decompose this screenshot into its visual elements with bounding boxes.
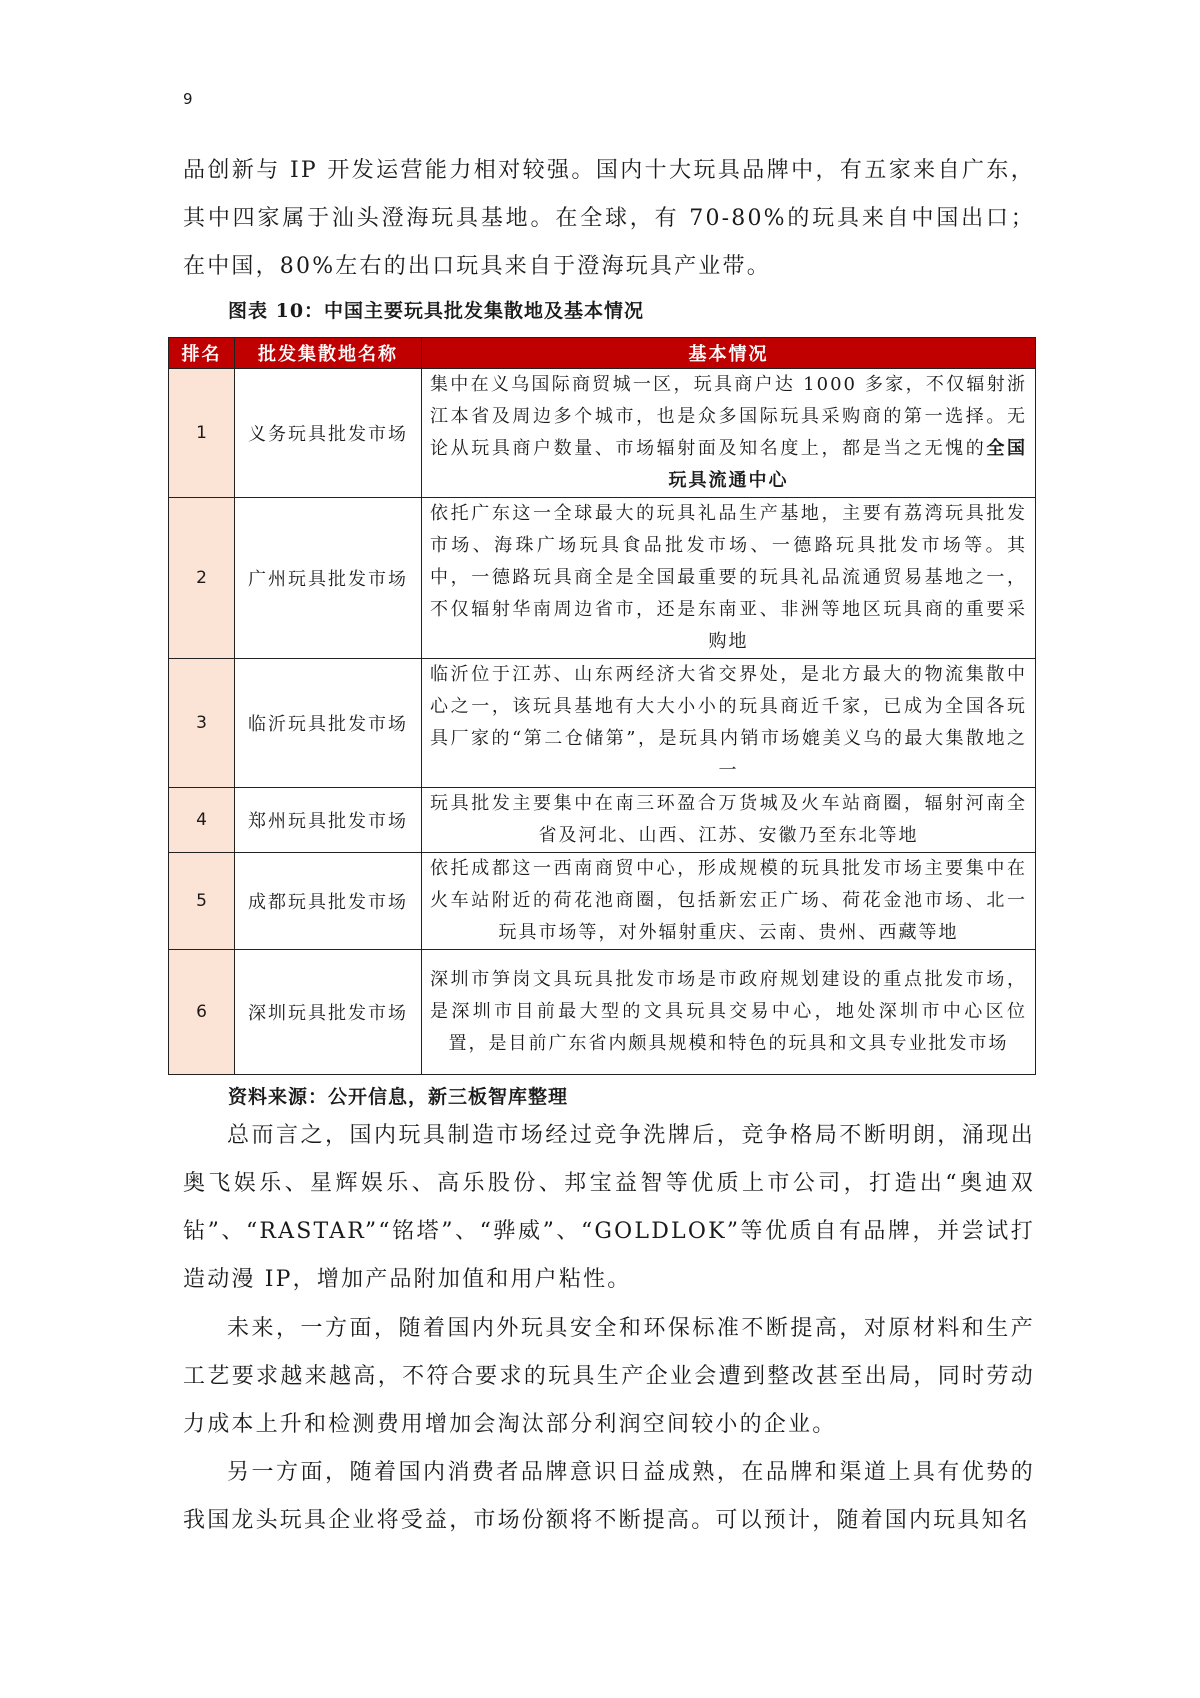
description-cell: 依托成都这一西南商贸中心，形成规模的玩具批发市场主要集中在火车站附近的荷花池商圈，包括新宏正广场、荷花金池市场、北一玩具市场等，对外辐射重庆、云南、贵州、西藏等地 [422, 853, 1036, 950]
rank-cell: 3 [169, 659, 235, 788]
header-rank: 排名 [169, 338, 235, 369]
rank-cell: 4 [169, 788, 235, 853]
intro-paragraph: 品创新与 IP 开发运营能力相对较强。国内十大玩具品牌中，有五家来自广东，其中四家属于汕头澄海玩具基地。在全球，有 70-80%的玩具来自中国出口；在中国，80%左右的出口玩具来自于澄海玩具产业带。 [183, 158, 1035, 279]
source-note: 资料来源：公开信息，新三板智库整理 [228, 1086, 569, 1108]
market-name-cell: 成都玩具批发市场 [235, 853, 422, 950]
rank-cell: 5 [169, 853, 235, 950]
description-highlight: 全国玩具流通中心 [668, 438, 1027, 491]
body-paragraph: 未来，一方面，随着国内外玩具安全和环保标准不断提高，对原材料和生产工艺要求越来越高，不符合要求的玩具生产企业会遭到整改甚至出局，同时劳动力成本上升和检测费用增加会淘汰部分利润空间较小的企业。 [183, 1316, 1035, 1437]
body-paragraph: 另一方面，随着国内消费者品牌意识日益成熟，在品牌和渠道上具有优势的我国龙头玩具企业将受益，市场份额将不断提高。可以预计，随着国内玩具知名 [183, 1460, 1035, 1533]
description-cell: 依托广东这一全球最大的玩具礼品生产基地，主要有荔湾玩具批发市场、海珠广场玩具食品批发市场、一德路玩具批发市场等。其中，一德路玩具商全是全国最重要的玩具礼品流通贸易基地之一，不仅辐射华南周边省市，还是东南亚、非洲等地区玩具商的重要采购地 [422, 498, 1036, 659]
table-row [169, 369, 1036, 498]
rank-cell: 2 [169, 498, 235, 659]
description-cell: 深圳市笋岗文具玩具批发市场是市政府规划建设的重点批发市场，是深圳市目前最大型的文具玩具交易中心，地处深圳市中心区位置，是目前广东省内颇具规模和特色的玩具和文具专业批发市场 [422, 950, 1036, 1075]
table-row [169, 853, 1036, 950]
header-market-name: 批发集散地名称 [235, 338, 422, 369]
table-row [169, 950, 1036, 1075]
table-row [169, 788, 1036, 853]
figure-caption: 图表 10：中国主要玩具批发集散地及基本情况 [228, 300, 645, 322]
market-name-cell: 义务玩具批发市场 [235, 369, 422, 498]
table-row [169, 498, 1036, 659]
market-name-cell: 广州玩具批发市场 [235, 498, 422, 659]
rank-cell: 6 [169, 950, 235, 1075]
market-name-cell: 深圳玩具批发市场 [235, 950, 422, 1075]
market-name-cell: 郑州玩具批发市场 [235, 788, 422, 853]
description-cell: 临沂位于江苏、山东两经济大省交界处，是北方最大的物流集散中心之一，该玩具基地有大大小小的玩具商近千家，已成为全国各玩具厂家的“第二仓储第”，是玩具内销市场媲美义乌的最大集散地之一 [422, 659, 1036, 788]
page-number: 9 [183, 90, 193, 108]
description-cell [422, 369, 1036, 498]
table-header-row [169, 338, 1036, 369]
description-cell: 玩具批发主要集中在南三环盈合万货城及火车站商圈，辐射河南全省及河北、山西、江苏、安徽乃至东北等地 [422, 788, 1036, 853]
header-description: 基本情况 [422, 338, 1036, 369]
wholesale-markets-table [168, 337, 1036, 1075]
table-row [169, 659, 1036, 788]
market-name-cell: 临沂玩具批发市场 [235, 659, 422, 788]
rank-cell: 1 [169, 369, 235, 498]
body-paragraph: 总而言之，国内玩具制造市场经过竞争洗牌后，竞争格局不断明朗，涌现出奥飞娱乐、星辉娱乐、高乐股份、邦宝益智等优质上市公司，打造出“奥迪双钻”、“RASTAR”“铭塔”、“骅威”、“GOLDLOK”等优质自有品牌，并尝试打造动漫 IP，增加产品附加值和用户粘性。 [183, 1123, 1035, 1292]
description-text: 集中在义乌国际商贸城一区，玩具商户达 1000 多家，不仅辐射浙江本省及周边多个城市，也是众多国际玩具采购商的第一选择。无论从玩具商户数量、市场辐射面及知名度上，都是当之无愧的 [430, 374, 1027, 459]
